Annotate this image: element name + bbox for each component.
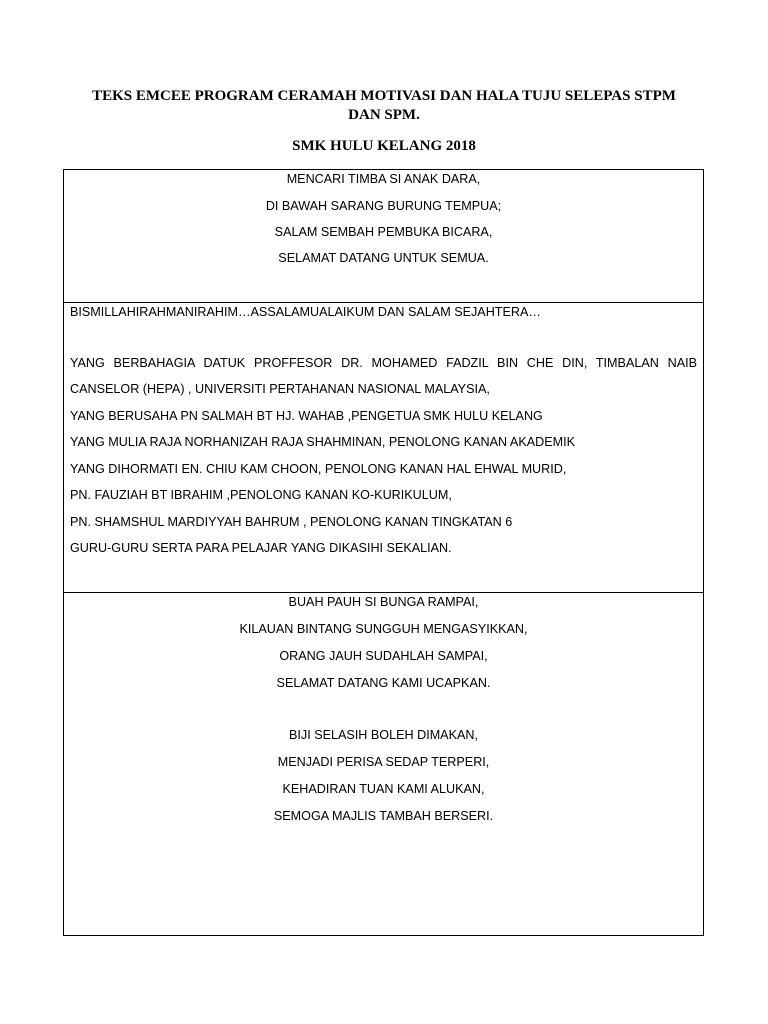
document-subtitle: SMK HULU KELANG 2018: [292, 138, 476, 154]
pantun-line: SALAM SEMBAH PEMBUKA BICARA,: [274, 225, 493, 239]
pantun-line: SEMOGA MAJLIS TAMBAH BERSERI.: [273, 809, 494, 823]
guest-line: YANG DIHORMATI EN. CHIU KAM CHOON, PENOLONG KANAN HAL EHWAL MURID,: [70, 462, 567, 476]
guest-line: YANG MULIA RAJA NORHANIZAH RAJA SHAHMINAN, PENOLONG KANAN AKADEMIK: [70, 435, 576, 449]
opening-pantun-box: [63, 169, 704, 303]
pantun-line: BUAH PAUH SI BUNGA RAMPAI,: [288, 595, 479, 609]
guest-line: YANG BERUSAHA PN SALMAH BT HJ. WAHAB ,PENGETUA SMK HULU KELANG: [70, 409, 543, 423]
guest-line: CANSELOR (HEPA) , UNIVERSITI PERTAHANAN NASIONAL MALAYSIA,: [70, 382, 490, 396]
pantun-line: MENCARI TIMBA SI ANAK DARA,: [286, 172, 481, 186]
greetings-box: [63, 302, 704, 593]
pantun-line: SELAMAT DATANG KAMI UCAPKAN.: [276, 676, 491, 690]
pantun-line: KEHADIRAN TUAN KAMI ALUKAN,: [282, 782, 485, 796]
pantun-line: SELAMAT DATANG UNTUK SEMUA.: [278, 251, 489, 265]
guest-line: YANG BERBAHAGIA DATUK PROFFESOR DR. MOHAMED FADZIL BIN CHE DIN, TIMBALAN NAIB: [70, 356, 697, 370]
pantun-line: DI BAWAH SARANG BURUNG TEMPUA;: [265, 199, 502, 213]
document-title: TEKS EMCEE PROGRAM CERAMAH MOTIVASI DAN HALA TUJU SELEPAS STPM: [92, 88, 676, 104]
welcome-pantun-box: [63, 592, 704, 936]
pantun-line: ORANG JAUH SUDAHLAH SAMPAI,: [279, 649, 488, 663]
guest-line: GURU-GURU SERTA PARA PELAJAR YANG DIKASIHI SEKALIAN.: [70, 541, 452, 555]
pantun-line: MENJADI PERISA SEDAP TERPERI,: [277, 755, 490, 769]
salutation-text: BISMILLAHIRAHMANIRAHIM…ASSALAMUALAIKUM DAN SALAM SEJAHTERA…: [70, 305, 541, 319]
pantun-line: BIJI SELASIH BOLEH DIMAKAN,: [289, 728, 478, 742]
pantun-line: KILAUAN BINTANG SUNGGUH MENGASYIKKAN,: [239, 622, 528, 636]
document-title-continued: DAN SPM.: [348, 107, 420, 123]
guest-line: PN. FAUZIAH BT IBRAHIM ,PENOLONG KANAN KO-KURIKULUM,: [70, 488, 452, 502]
guest-line: PN. SHAMSHUL MARDIYYAH BAHRUM , PENOLONG KANAN TINGKATAN 6: [70, 515, 513, 529]
